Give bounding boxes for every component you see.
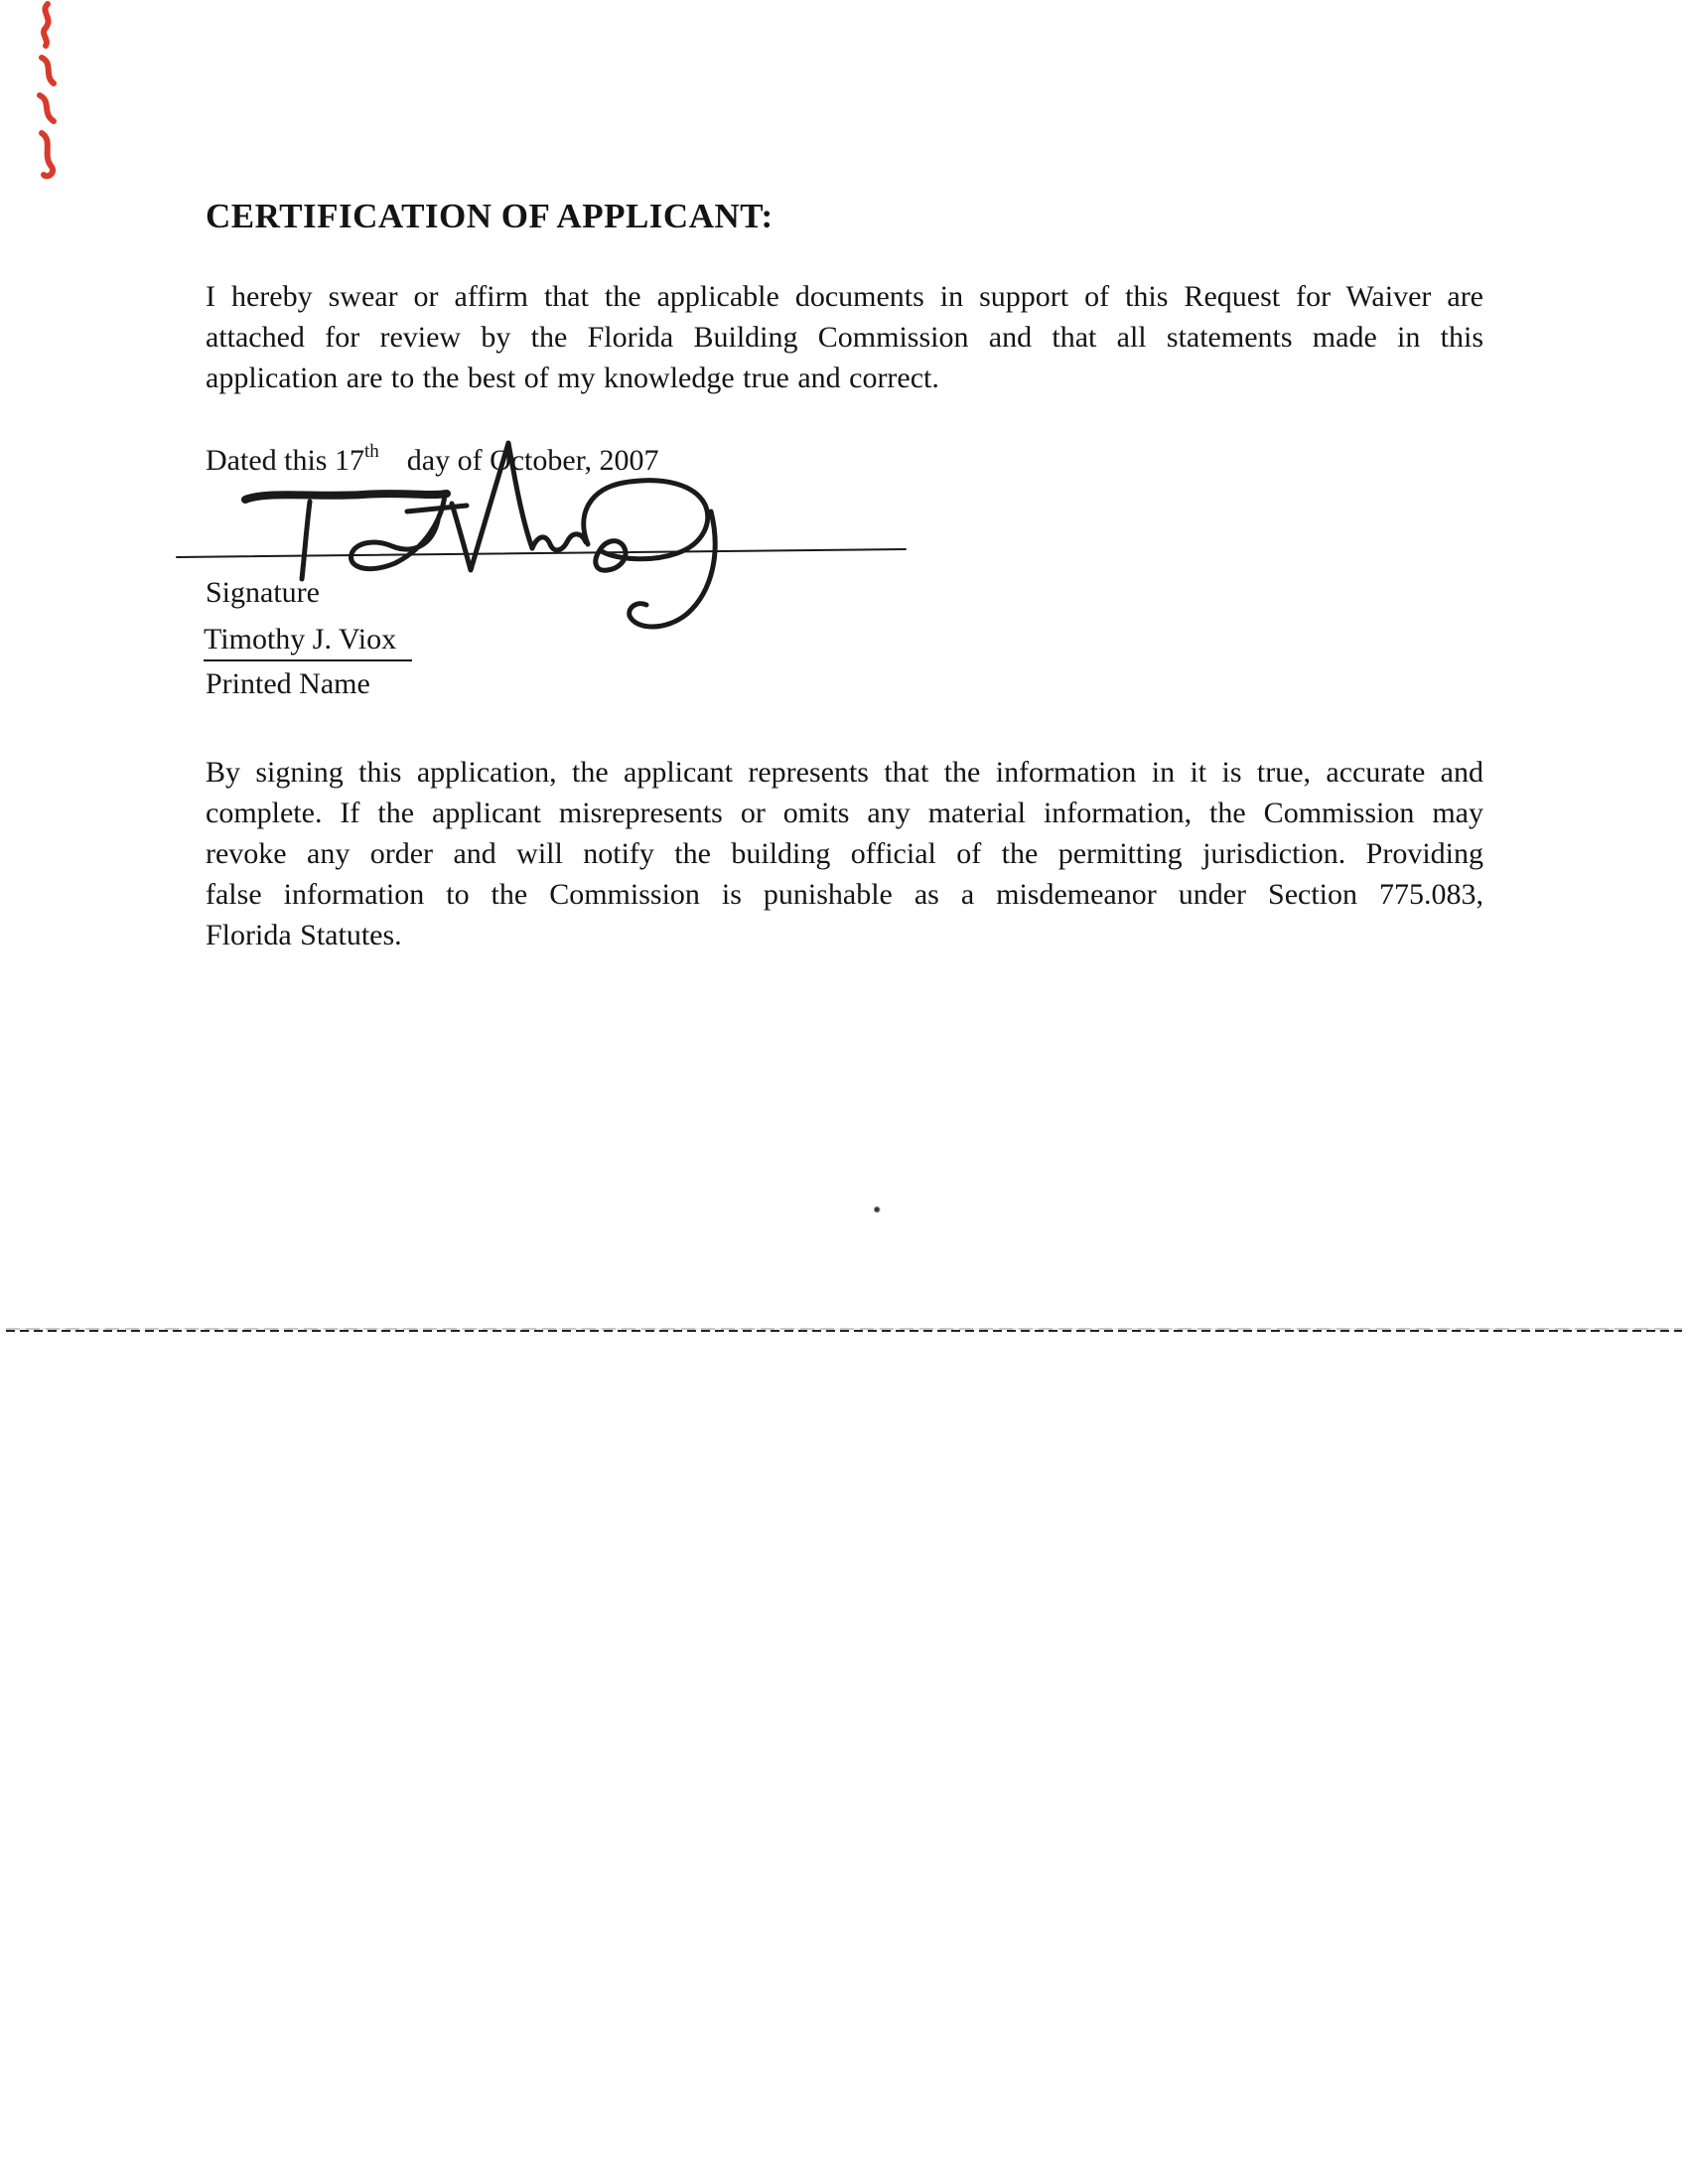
scan-speck-artifact	[874, 1206, 881, 1213]
certification-paragraph	[206, 276, 1483, 398]
signature-label: Signature	[206, 576, 320, 609]
representation-paragraph	[206, 752, 1483, 955]
paragraph-line: false information to the Commission is punishable as a misdemeanor under Section 775.083,	[206, 878, 1483, 911]
dated-prefix: Dated this 17	[206, 444, 364, 477]
paragraph-line: application are to the best of my knowledge true and correct.	[206, 362, 939, 394]
page-separator-dashed-line	[6, 1328, 1682, 1332]
paragraph-line: Florida Statutes.	[206, 919, 402, 951]
ordinal-superscript: th	[363, 441, 379, 462]
document-heading: CERTIFICATION OF APPLICANT:	[206, 197, 774, 235]
paragraph-line: By signing this application, the applicant represents that the information in it is true, accurate and	[206, 756, 1483, 789]
dated-rest: day of October, 2007	[406, 444, 659, 477]
paragraph-line: complete. If the applicant misrepresents or omits any material information, the Commission may	[206, 797, 1483, 829]
paragraph-line: I hereby swear or affirm that the applicable documents in support of this Request for Waiver are	[206, 280, 1483, 313]
printed-name-label: Printed Name	[206, 667, 370, 700]
signature-line	[177, 549, 906, 557]
red-pen-scan-marks-icon	[20, 0, 99, 199]
paragraph-line: attached for review by the Florida Building Commission and that all statements made in this	[206, 321, 1483, 354]
printed-name-value: Timothy J. Viox	[204, 623, 412, 661]
paragraph-line: revoke any order and will notify the building official of the permitting jurisdiction. Providing	[206, 837, 1483, 870]
